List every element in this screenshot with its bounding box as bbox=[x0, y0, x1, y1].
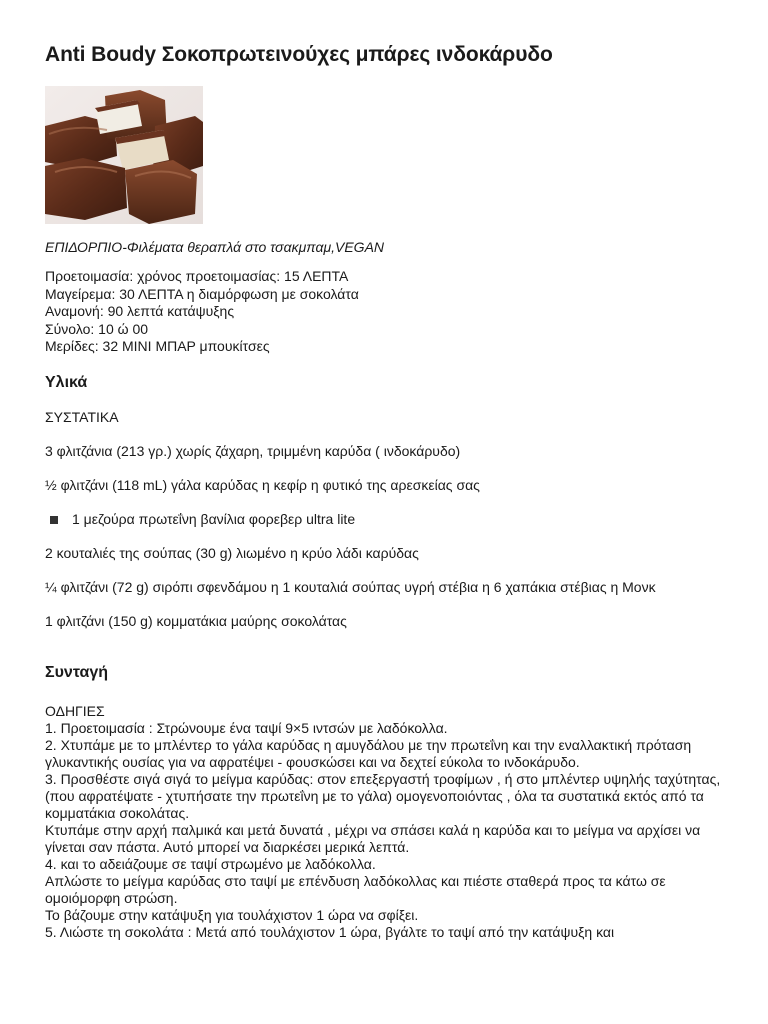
bullet-square-icon bbox=[50, 516, 58, 524]
recipe-meta bbox=[45, 268, 735, 356]
ingredients-subheading: ΣΥΣΤΑΤΙΚΑ bbox=[45, 408, 119, 425]
ingredient-item: ¼ φλιτζάνι (72 g) σιρόπι σφενδάμου η 1 κουταλιά σούπας υγρή στέβια η 6 χαπάκια στέβιας η Μονκ bbox=[45, 578, 656, 595]
ingredient-item: 2 κουταλιές της σούπας (30 g) λιωμένο η κρύο λάδι καρύδας bbox=[45, 544, 419, 561]
ingredients-heading: Υλικά bbox=[45, 373, 88, 391]
direction-step: Κτυπάμε στην αρχή παλμικά και μετά δυνατά , μέχρι να σπάσει καλά η καρύδα και το μείγμα να αρχίσει να γίνεται σαν πάστα. Αυτό μπορεί να διαρκέσει μερικά λεπτά. bbox=[45, 821, 701, 855]
direction-step: 5. Λιώστε τη σοκολάτα : Μετά από τουλάχιστον 1 ώρα, βγάλτε το ταψί από την κατάψυξη και bbox=[45, 923, 615, 940]
recipe-page bbox=[45, 40, 735, 941]
direction-step: 4. και το αδειάζουμε σε ταψί στρωμένο με λαδόκολλα. bbox=[45, 855, 376, 872]
directions-label: ΟΔΗΓΙΕΣ bbox=[45, 702, 105, 719]
total-time: Σύνολο: 10 ώ 00 bbox=[45, 320, 149, 337]
ingredient-item: 1 φλιτζάνι (150 g) κομματάκια μαύρης σοκολάτας bbox=[45, 612, 347, 629]
directions-list bbox=[45, 703, 735, 941]
directions-heading: Συνταγή bbox=[45, 663, 109, 681]
direction-step: 3. Προσθέστε σιγά σιγά το μείγμα καρύδας: στον επεξεργαστή τροφίμων , ή στο μπλέντερ υψηλής ταχύτητας, (που αφρατέψατε - χτυπήσατε την πρωτεΐνη με το γάλα) ομογενοποιόντας , όλα τα συστατικά εκτός από τα κομματάκια σοκολάτας. bbox=[45, 770, 721, 821]
direction-step: Απλώστε το μείγμα καρύδας στο ταψί με επένδυση λαδόκολλας και πιέστε σταθερά προς τα κάτω σε ομοιόμορφη στρώση. bbox=[45, 872, 666, 906]
ingredient-item: 3 φλιτζάνια (213 γρ.) χωρίς ζάχαρη, τριμμένη καρύδα ( ινδοκάρυδο) bbox=[45, 442, 461, 459]
recipe-title: Anti Boudy Σοκοπρωτεινούχες μπάρες ινδοκάρυδο bbox=[45, 43, 553, 66]
chocolate-bars-image bbox=[45, 86, 203, 224]
recipe-photo bbox=[45, 86, 203, 224]
wait-time: Αναμονή: 90 λεπτά κατάψυξης bbox=[45, 303, 235, 319]
cook-time: Μαγείρεμα: 30 ΛΕΠΤΑ η διαμόρφωση με σοκολάτα bbox=[45, 285, 359, 302]
ingredient-item: ½ φλιτζάνι (118 mL) γάλα καρύδας η κεφίρ η φυτικό της αρεσκείας σας bbox=[45, 476, 480, 493]
recipe-category: ΕΠΙΔΟΡΠΙΟ-Φιλέματα θεραπλά στο τσακμπαμ,VEGAN bbox=[45, 239, 385, 255]
ingredient-bullet-item bbox=[45, 511, 735, 528]
servings: Μερίδες: 32 ΜΙΝΙ ΜΠΑΡ μπουκίτσες bbox=[45, 338, 270, 354]
direction-step: 2. Χτυπάμε με το μπλέντερ το γάλα καρύδας η αμυγδάλου με την πρωτεΐνη και την εναλλακτική πρόταση γλυκαντικής ουσίας για να αφρατέψει - φουσκώσει και να δεχτεί εύκολα το ινδοκάρυδο. bbox=[45, 736, 692, 770]
prep-time: Προετοιμασία: χρόνος προετοιμασίας: 15 ΛΕΠΤΑ bbox=[45, 268, 349, 284]
ingredient-item-text: 1 μεζούρα πρωτεΐνη βανίλια φορεβερ ultra lite bbox=[72, 510, 356, 527]
direction-step: 1. Προετοιμασία : Στρώνουμε ένα ταψί 9×5 ιντσών με λαδόκολλα. bbox=[45, 719, 448, 736]
direction-step: Το βάζουμε στην κατάψυξη για τουλάχιστον 1 ώρα να σφίξει. bbox=[45, 906, 419, 923]
